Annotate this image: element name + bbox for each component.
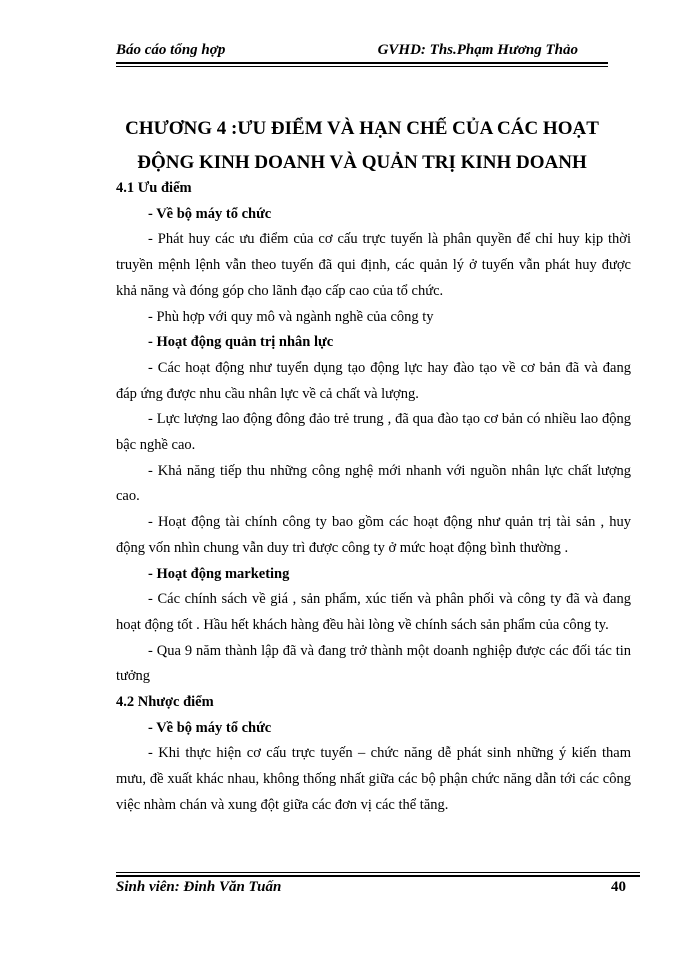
page-footer	[116, 877, 640, 901]
paragraph: - Các hoạt động như tuyển dụng tạo động lực hay đào tạo về cơ bản đã và đang đáp ứng được nhu cầu nhân lực về cả chất và lượng.	[116, 359, 631, 402]
chapter-title	[116, 112, 608, 180]
page-header	[116, 38, 608, 64]
paragraph: - Lực lượng lao động đông đảo trẻ trung , đã qua đào tạo cơ bản có nhiều lao động bậc nghề cao.	[116, 411, 631, 454]
section-heading-4-2: 4.2 Nhược điểm	[116, 694, 214, 711]
subheading-org-structure: - Về bộ máy tổ chức	[148, 205, 272, 222]
report-type-label: Báo cáo tổng hợp	[116, 42, 226, 58]
chapter-title-line-1: CHƯƠNG 4 :ƯU ĐIỂM VÀ HẠN CHẾ CỦA CÁC HOẠT	[125, 118, 599, 139]
paragraph: - Khi thực hiện cơ cấu trực tuyến – chức năng dễ phát sinh những ý kiến tham mưu, đề xuất khác nhau, không thống nhất giữa các bộ phận chức năng dẫn tới các công việc nhàm chán và xung đột giữa các đơn vị các thể tăng.	[116, 745, 631, 813]
header-rule	[116, 62, 608, 64]
subheading-org-structure-weakness: - Về bộ máy tổ chức	[148, 719, 272, 736]
page-number: 40	[611, 879, 626, 895]
subheading-hr-management: - Hoạt động quản trị nhân lực	[148, 334, 334, 351]
supervisor-label: GVHD: Ths.Phạm Hương Thảo	[377, 42, 578, 58]
chapter-title-line-2: ĐỘNG KINH DOANH VÀ QUẢN TRỊ KINH DOANH	[137, 152, 587, 173]
paragraph: - Các chính sách về giá , sản phẩm, xúc tiến và phân phối và công ty đã và đang hoạt động tốt . Hầu hết khách hàng đều hài lòng về chính sách sản phẩm của công ty.	[116, 591, 631, 633]
paragraph: - Phù hợp với quy mô và ngành nghề của công ty	[148, 308, 434, 325]
paragraph: - Khả năng tiếp thu những công nghệ mới nhanh với nguồn nhân lực chất lượng cao.	[116, 462, 631, 505]
student-name-label: Sinh viên: Đinh Văn Tuấn	[116, 879, 282, 895]
document-body	[116, 176, 631, 819]
subheading-marketing: - Hoạt động marketing	[148, 565, 290, 582]
section-heading-4-1: 4.1 Ưu điểm	[116, 180, 192, 196]
paragraph: - Phát huy các ưu điểm của cơ cấu trực tuyến là phân quyền để chỉ huy kịp thời truyền mệnh lệnh vẫn theo tuyến đã qui định, các quản lý ở tuyến vẫn phát huy được khả năng và đóng góp cho lãnh đạo cấp cao của tổ chức.	[116, 231, 631, 299]
paragraph: - Qua 9 năm thành lập đã và đang trở thành một doanh nghiệp được các đối tác tin tưởng	[116, 642, 631, 685]
footer-rule-thin	[116, 872, 640, 873]
header-rule-thin	[116, 66, 608, 67]
paragraph: - Hoạt động tài chính công ty bao gồm các hoạt động như quản trị tài sản , huy động vốn nhìn chung vẫn duy trì được công ty ở mức hoạt động bình thường .	[116, 514, 631, 556]
